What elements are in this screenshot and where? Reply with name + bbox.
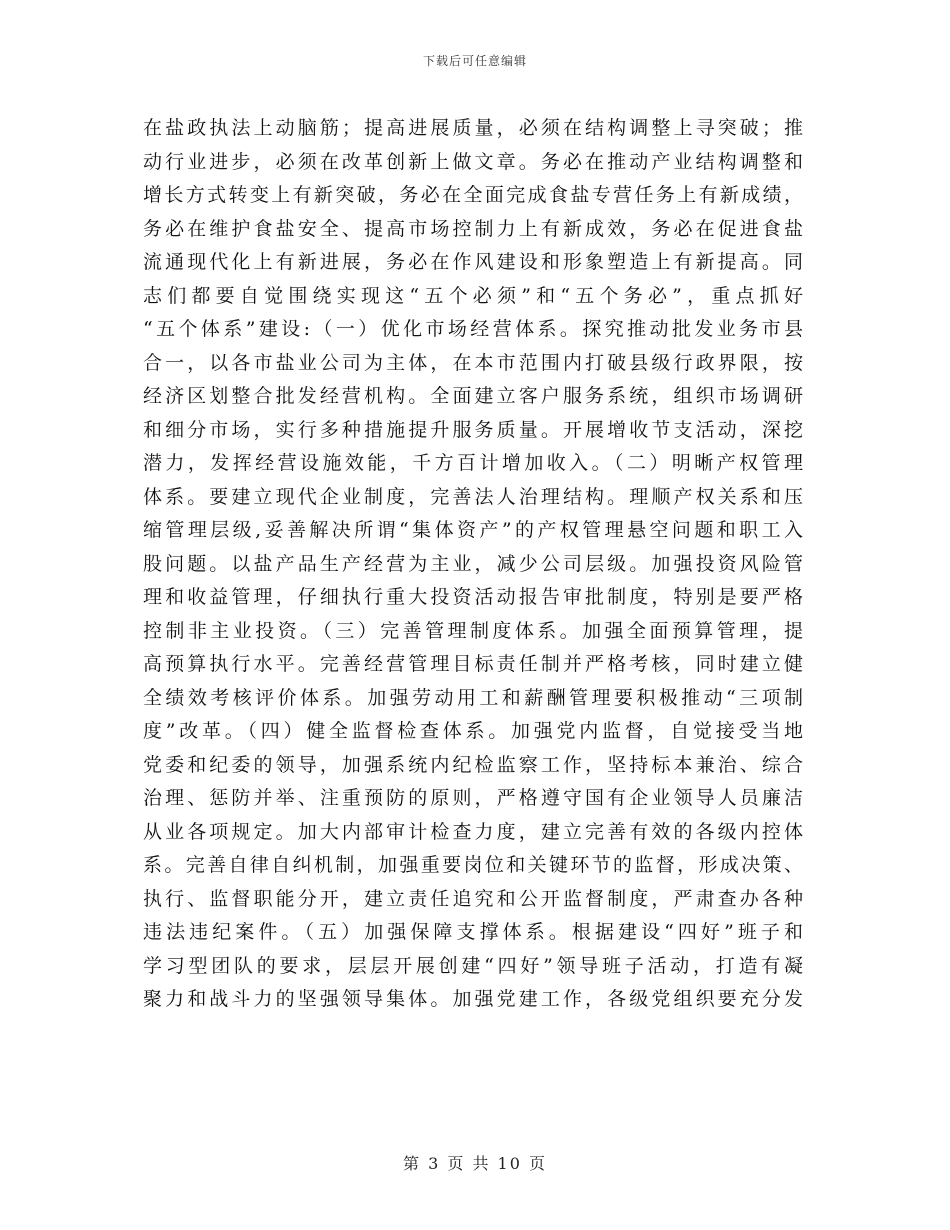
text-line: 志们都要自觉围绕实现这“五个必须”和“五个务必”，重点抓好	[143, 284, 803, 307]
text-line: 体系。要建立现代企业制度，完善法人治理结构。理顺产权关系和压	[143, 485, 803, 508]
body-text	[143, 112, 803, 1017]
text-line: 理和收益管理，仔细执行重大投资活动报告审批制度，特别是要严格	[143, 586, 803, 608]
text-line: 合一，以各市盐业公司为主体，在本市范围内打破县级行政界限，按	[143, 351, 803, 374]
text-line: 党委和纪委的领导，加强系统内纪检监察工作，坚持标本兼治、综合	[143, 753, 803, 776]
text-line: 治理、惩防并举、注重预防的原则，严格遵守国有企业领导人员廉洁	[143, 787, 803, 809]
page-header: 下载后可任意编辑	[422, 54, 527, 68]
text-line: 股问题。以盐产品生产经营为主业，减少公司层级。加强投资风险管	[143, 552, 803, 575]
text-line: 动行业进步，必须在改革创新上做文章。务必在推动产业结构调整和	[143, 150, 803, 173]
text-line: 在盐政执法上动脑筋；提高进展质量，必须在结构调整上寻突破；推	[143, 117, 803, 139]
text-line: 流通现代化上有新进展，务必在作风建设和形象塑造上有新提高。同	[143, 251, 803, 273]
text-line: 违法违纪案件。（五）加强保障支撑体系。根据建设“四好”班子和	[143, 921, 803, 943]
text-line: 和细分市场，实行多种措施提升服务质量。开展增收节支活动，深挖	[143, 418, 803, 441]
text-line: 系。完善自律自纠机制，加强重要岗位和关键环节的监督，形成决策、	[143, 854, 803, 876]
text-line: 学习型团队的要求，层层开展创建“四好”领导班子活动，打造有凝	[143, 954, 803, 977]
text-line: 务必在维护食盐安全、提高市场控制力上有新成效，务必在促进食盐	[143, 217, 803, 240]
text-line: 缩管理层级,妥善解决所谓“集体资产”的产权管理悬空问题和职工入	[143, 519, 803, 541]
text-line: 聚力和战斗力的坚强领导集体。加强党建工作，各级党组织要充分发	[143, 988, 803, 1010]
text-line: 从业各项规定。加大内部审计检查力度，建立完善有效的各级内控体	[143, 820, 803, 843]
text-line: “五个体系”建设:（一）优化市场经营体系。探究推动批发业务市县	[143, 318, 803, 340]
text-line: 增长方式转变上有新突破，务必在全面完成食盐专营任务上有新成绩，	[143, 184, 803, 206]
text-line: 控制非主业投资。（三）完善管理制度体系。加强全面预算管理，提	[143, 619, 803, 642]
text-line: 潜力，发挥经营设施效能，千方百计增加收入。（二）明晰产权管理	[143, 452, 803, 474]
page-number: 第 3 页 共 10 页	[403, 1154, 547, 1173]
text-line: 执行、监督职能分开，建立责任追究和公开监督制度，严肃查办各种	[143, 887, 803, 910]
text-line: 度”改革。（四）健全监督检查体系。加强党内监督，自觉接受当地	[143, 720, 803, 742]
text-line: 高预算执行水平。完善经营管理目标责任制并严格考核，同时建立健	[143, 653, 803, 675]
text-line: 经济区划整合批发经营机构。全面建立客户服务系统，组织市场调研	[143, 385, 803, 407]
text-line: 全绩效考核评价体系。加强劳动用工和薪酬管理要积极推动“三项制	[143, 686, 803, 709]
